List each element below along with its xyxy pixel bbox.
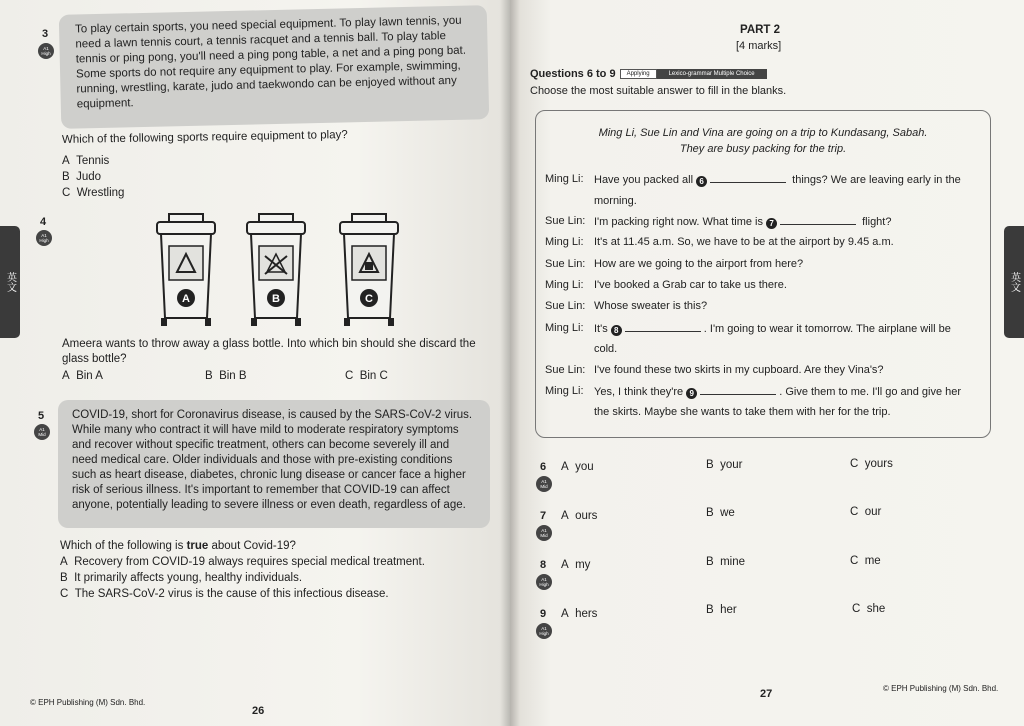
level-badge-icon: A1 Mid [536,525,552,541]
dialogue-line: I'm packing right now. What time is 7 flight? [594,216,892,228]
question-5-number: 5 [38,410,45,422]
page-number-left: 26 [252,705,265,717]
recycle-bin-b-icon[interactable] [245,212,307,328]
dialogue-line: It's 8 . I'm going to wear it tomorrow. The airplane will be [594,323,951,335]
q8-option-c[interactable]: C me [850,555,881,567]
part-marks: [4 marks] [736,40,782,52]
q3-option-a[interactable]: A Tennis [62,155,110,167]
q5-option-b[interactable]: B It primarily affects young, healthy individuals. [60,572,303,584]
question-5-prompt: Which of the following is true about Covid-19? [60,540,296,552]
dialogue-speaker: Sue Lin: [545,364,586,376]
level-badge-icon: A1 High [536,623,552,639]
dialogue-line: Have you packed all 6 things? We are leaving early in the [594,174,961,186]
q9-option-b[interactable]: B her [706,604,737,616]
q6-option-b[interactable]: B your [706,459,743,471]
answer-blank[interactable] [710,173,786,183]
dialogue-speaker: Sue Lin: [545,300,586,312]
section-heading: Questions 6 to 9 Applying Lexico-grammar Multiple Choice [530,68,767,80]
type-tag: Lexico-grammar Multiple Choice [657,69,767,79]
dialogue-speaker: Sue Lin: [545,215,586,227]
side-tab-right: 英文 [1004,226,1024,338]
answer-blank[interactable] [700,385,776,395]
dialogue-line-cont: cold. [594,343,618,355]
dialogue-line-cont: morning. [594,195,637,207]
recycle-bin-a-icon[interactable] [155,212,217,328]
q7-option-a[interactable]: A ours [561,510,598,522]
question-6-number: 6 [540,461,547,473]
q7-option-c[interactable]: C our [850,506,882,518]
q4-option-a[interactable]: A Bin A [62,370,103,382]
dialogue-line: Whose sweater is this? [594,300,708,312]
left-page [0,0,510,726]
q3-option-b[interactable]: B Judo [62,171,101,183]
dialogue-line: How are we going to the airport from here? [594,258,804,270]
question-9-number: 9 [540,608,547,620]
answer-blank[interactable] [780,215,856,225]
q6-option-a[interactable]: A you [561,461,594,473]
dialogue-speaker: Ming Li: [545,279,584,291]
left-footer: © EPH Publishing (M) Sdn. Bhd. [30,698,146,707]
question-4-number: 4 [40,216,47,228]
q6-option-c[interactable]: C yours [850,458,893,470]
q9-option-c[interactable]: C she [852,603,886,615]
book-gutter [500,0,520,726]
q5-option-a[interactable]: A Recovery from COVID-19 always requires special medical treatment. [60,556,425,568]
dialogue-line: Yes, I think they're 9 . Give them to me. I'll go and give her [594,386,962,398]
dialogue-line-cont: the skirts. Maybe she wants to take them with her for the trip. [594,406,891,418]
side-tab-left: 英文 [0,226,20,338]
bin-b-label: B [272,293,280,305]
question-3-number: 3 [42,28,49,40]
q7-option-b[interactable]: B we [706,507,735,519]
dialogue-speaker: Ming Li: [545,322,584,334]
page-number-right: 27 [760,688,773,700]
question-7-number: 7 [540,510,547,522]
recycle-bin-c-icon[interactable] [338,212,400,328]
level-badge-icon: A1 High [36,230,52,246]
dialogue-intro: Ming Li, Sue Lin and Vina are going on a trip to Kundasang, Sabah. They are busy packing for the trip. [598,127,928,155]
dialogue-speaker: Ming Li: [545,173,584,185]
bin-c-label: C [365,293,373,305]
q8-option-a[interactable]: A my [561,559,591,571]
dialogue-line: I've found these two skirts in my cupboard. Are they Vina's? [594,364,884,376]
q3-option-c[interactable]: C Wrestling [62,187,125,199]
level-badge-icon: A1 High [38,43,54,59]
instruction: Choose the most suitable answer to fill in the blanks. [530,85,787,97]
q9-option-a[interactable]: A hers [561,608,598,620]
right-footer: © EPH Publishing (M) Sdn. Bhd. [883,684,999,693]
question-4-prompt-line1: Ameera wants to throw away a glass bottle. Into which bin should she discard the [62,338,476,350]
question-4-prompt-line2: glass bottle? [62,353,127,365]
question-3-prompt: Which of the following sports require equipment to play? [61,129,348,146]
question-3-passage: To play certain sports, you need special equipment. To play lawn tennis, you need a lawn tennis court, a tennis racquet and a tennis ball. To play table tennis or ping pong, you'll need a ping pong table, a net and a ping pong bat. Some sports do not require any equipment to play. For example, swimming, running, wrestling, karate, judo and taekwondo can be enjoyed without any equipment. [59,5,489,129]
skill-tag: Applying [620,69,657,79]
dialogue-line: It's at 11.45 a.m. So, we have to be at the airport by 9.45 a.m. [594,236,894,248]
answer-blank[interactable] [625,322,701,332]
level-badge-icon: A1 Mid [34,424,50,440]
q5-option-c[interactable]: C The SARS-CoV-2 virus is the cause of this infectious disease. [60,588,389,600]
level-badge-icon: A1 High [536,574,552,590]
q8-option-b[interactable]: B mine [706,556,745,568]
q4-option-b[interactable]: B Bin B [205,370,247,382]
dialogue-speaker: Ming Li: [545,385,584,397]
dialogue-line: I've booked a Grab car to take us there. [594,279,787,291]
level-badge-icon: A1 Mid [536,476,552,492]
question-5-passage: COVID-19, short for Coronavirus disease, is caused by the SARS-CoV-2 virus. While many who contract it will have mild to moderate respiratory symptoms and recover without specific treatment, others can become severely ill and need medical care. Older individuals and those with pre-existing conditions such as heart disease, diabetes, chronic lung disease or cancer face a higher risk of serious illness. It's important to remember that COVID-19 can affect anyone, potentially leading to severe illness or even death, regardless of age. [58,400,490,528]
question-8-number: 8 [540,559,547,571]
dialogue-speaker: Sue Lin: [545,258,586,270]
q4-option-c[interactable]: C Bin C [345,370,388,382]
part-title: PART 2 [740,24,781,36]
dialogue-speaker: Ming Li: [545,236,584,248]
bin-a-label: A [182,293,190,305]
